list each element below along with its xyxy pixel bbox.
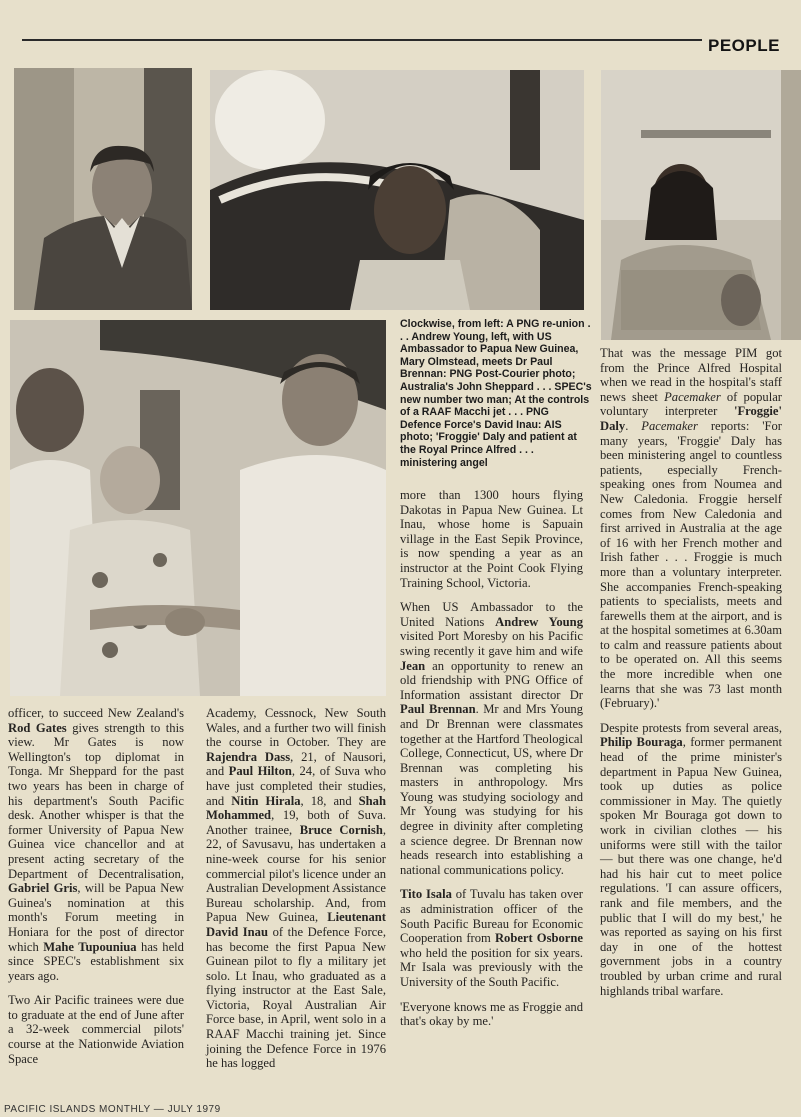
photo-portrait <box>14 68 192 310</box>
column-3 <box>400 488 583 1039</box>
photo-pilot <box>210 70 584 310</box>
header-rule <box>22 39 702 41</box>
col2-paragraph-1: Academy, Cessnock, New South Wales, and a further two will finish the course in October. They are Rajendra Dass, 21, of Nausori, and Paul Hilton, 24, of Suva who have just completed their studies, and Nitin Hirala, 18, and Shah Mohammed, 19, both of Suva. Another trainee, Bruce Cornish, 22, of Savusavu, has undertaken a nine-week course for his senior commercial pilot's licence under an Australian Development Assistance Bureau scholarship. And, from Papua New Guinea, Lieutenant David Inau of the Defence Force, has become the first Papua New Guinean pilot to fly a military jet solo. Lt Inau, who graduated as a flying instructor at the East Sale, Victoria, Royal Australian Air Force base, in April, went solo in a RAAF Macchi training jet. Since joining the Defence Force in 1976 he has logged <box>206 706 386 1071</box>
photo-caption: Clockwise, from left: A PNG re-union . . . Andrew Young, left, with US Ambassador to Papua New Guinea, Mary Olmstead, meets Dr Paul Brennan: PNG Post-Courier photo; Australia's John Sheppard . . . SPEC's new number two man; At the controls of a RAAF Macchi jet . . . PNG Defence Force's David Inau: AIS photo; 'Froggie' Daly and patient at the Royal Prince Alfred . . . ministering angel <box>400 318 592 469</box>
column-2 <box>206 706 386 1081</box>
col3-paragraph-3: Tito Isala of Tuvalu has taken over as administration officer of the South Pacific Bureau for Economic Cooperation from Robert Osborne who held the position for six years. Mr Isala was previously with the University of the South Pacific. <box>400 887 583 989</box>
column-1 <box>8 706 184 1076</box>
col3-paragraph-4: 'Everyone knows me as Froggie and that's okay by me.' <box>400 999 583 1029</box>
col1-paragraph-1: officer, to succeed New Zealand's Rod Gates gives strength to this view. Mr Gates is now Wellington's top diplomat in Tonga. Mr Sheppard for the past two years has been in charge of his department's South Pacific desk. Another whisper is that the former University of Papua New Guinea vice chancellor and at present acting secretary of the Department of Decentralisation, Gabriel Gris, will be Papua New Guinea's nomination at this month's Forum meeting in Honiara for the post of director which Mahe Tupouniua has held since SPEC's establishment six years ago. <box>8 706 184 983</box>
section-title: PEOPLE <box>708 36 780 55</box>
col1-paragraph-2: Two Air Pacific trainees were due to graduate at the end of June after a 32-week commercial pilots' course at the Nationwide Aviation Space <box>8 993 184 1066</box>
photo-handshake <box>10 320 386 696</box>
photo-hospital <box>601 70 801 340</box>
col4-paragraph-1: That was the message PIM got from the Prince Alfred Hospital when we read in the hospital's staff news sheet Pacemaker of popular voluntary interpreter 'Froggie' Daly. Pacemaker reports: 'For many years, 'Froggie' Daly has been ministering angel to countless patients, especially French-speaking ones from Noumea and New Caledonia. Froggie herself comes from New Caledonia and first arrived in Australia at the age of 16 with her French mother and Irish father . . . Froggie is much more than a voluntary interpreter. She accompanies French-speaking patients to specialists, meets and farewells them at the airport, and is at the hospital sometimes at 6.30am to calm and reassure patients about to be operated on. All this seems the more incredible when one learns that she was 73 last month (February).' <box>600 346 783 711</box>
column-4 <box>600 346 782 1008</box>
col4-paragraph-2: Despite protests from several areas, Philip Bouraga, former permanent head of the prime minister's department in Papua New Guinea, took up duties as police commissioner in May. The quietly spoken Mr Bouraga got down to work in civilian clothes — his uniforms were still with the tailor — but there was one change, he'd had his hair cut to meet police regulations. 'I can assure officers, rank and file members, and the public that I will do my best,' he was reported as saying on his first day in one of the hottest government jobs in a country troubled by urban crime and rural highlands tribal warfare. <box>600 720 782 998</box>
col3-paragraph-2: When US Ambassador to the United Nations Andrew Young visited Port Moresby on his Pacific swing recently it gave him and wife Jean an opportunity to renew an old friendship with PNG Office of Information assistant director Dr Paul Brennan. Mr and Mrs Young and Dr Brennan were classmates together at the Hartford Theological College, Connecticut, US, where Dr Brennan was completing his masters in anthropology. Mrs Young was studying sociology and Mr Young was studying for his degree in divinity after completing a science degree. Dr Brennan now heads research into establishing a national communications policy. <box>400 600 583 877</box>
page-footer: PACIFIC ISLANDS MONTHLY — JULY 1979 <box>4 1104 221 1115</box>
col3-paragraph-1: more than 1300 hours flying Dakotas in Papua New Guinea. Lt Inau, whose home is Sapuain village in the East Sepik Province, is now spending a year as an instructor at the Point Cook Flying Training School, Victoria. <box>400 488 583 590</box>
